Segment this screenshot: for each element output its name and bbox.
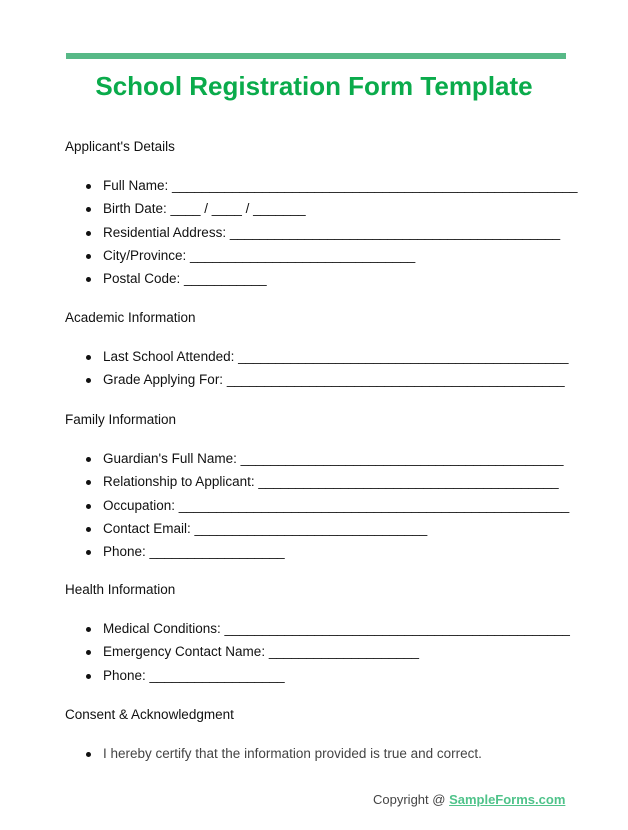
copyright-text: Copyright @: [373, 792, 450, 807]
section-heading-consent: Consent & Acknowledgment: [65, 707, 234, 722]
field-residential-address[interactable]: Residential Address: ____________________________________________: [65, 225, 577, 248]
applicant-list: [65, 178, 577, 294]
field-postal-code[interactable]: Postal Code: ___________: [65, 271, 577, 294]
field-birth-date[interactable]: Birth Date: ____ / ____ / _______: [65, 201, 577, 224]
consent-statement: I hereby certify that the information provided is true and correct.: [65, 746, 482, 769]
copyright-footer: [373, 792, 565, 807]
field-grade-applying[interactable]: Grade Applying For: _____________________________________________: [65, 372, 568, 395]
field-city-province[interactable]: City/Province: ______________________________: [65, 248, 577, 271]
section-heading-applicant: Applicant's Details: [65, 139, 175, 154]
section-heading-health: Health Information: [65, 582, 176, 597]
field-full-name[interactable]: Full Name: ______________________________________________________: [65, 178, 577, 201]
field-phone[interactable]: Phone: __________________: [65, 544, 569, 567]
consent-list: [65, 746, 482, 769]
field-last-school[interactable]: Last School Attended: ____________________________________________: [65, 349, 568, 372]
field-occupation[interactable]: Occupation: ____________________________________________________: [65, 498, 569, 521]
header-accent-bar: [66, 53, 566, 59]
section-heading-academic: Academic Information: [65, 310, 196, 325]
field-emergency-contact[interactable]: Emergency Contact Name: ____________________: [65, 644, 570, 667]
section-heading-family: Family Information: [65, 412, 177, 427]
academic-list: [65, 349, 568, 396]
family-list: [65, 451, 569, 567]
field-contact-email[interactable]: Contact Email: _______________________________: [65, 521, 569, 544]
field-guardian-name[interactable]: Guardian's Full Name: ___________________________________________: [65, 451, 569, 474]
brand-link[interactable]: SampleForms.com: [449, 792, 566, 807]
page-title: School Registration Form Template: [95, 71, 533, 101]
field-relationship[interactable]: Relationship to Applicant: ________________________________________: [65, 474, 569, 497]
field-emergency-phone[interactable]: Phone: __________________: [65, 668, 570, 691]
field-medical-conditions[interactable]: Medical Conditions: ______________________________________________: [65, 621, 570, 644]
health-list: [65, 621, 570, 691]
